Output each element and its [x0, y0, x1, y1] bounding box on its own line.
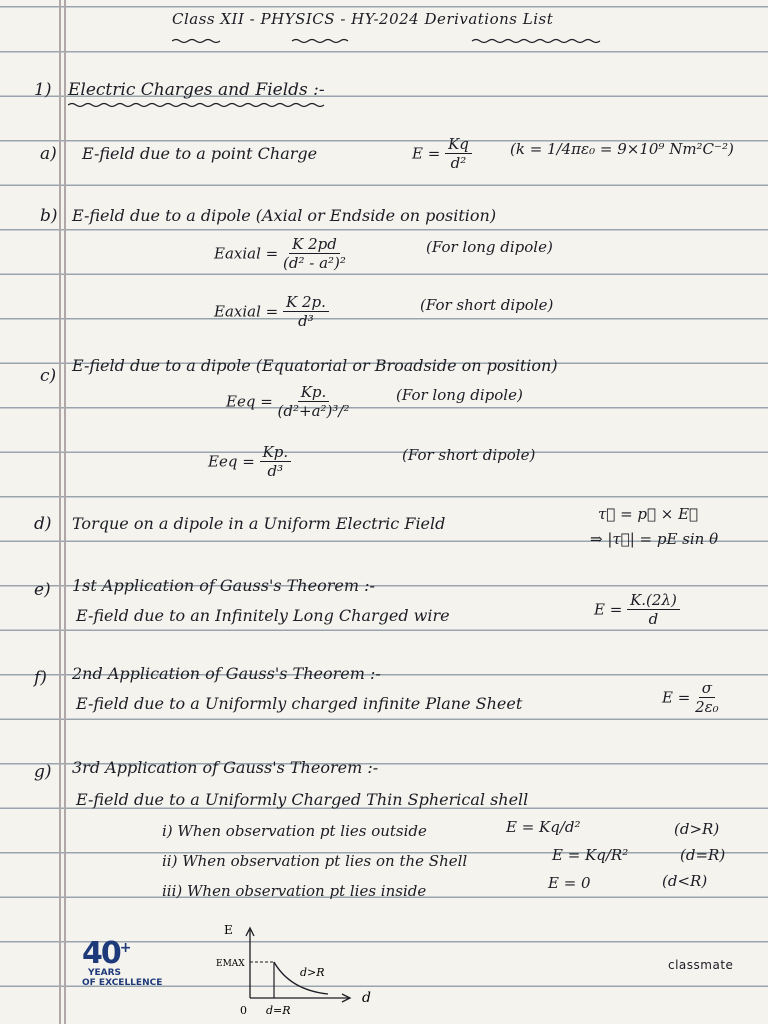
item-heading-g: 3rd Application of Gauss's Theorem :-	[72, 758, 379, 777]
item-label-e: e)	[34, 580, 51, 600]
x-label: d	[362, 990, 371, 1006]
curve-label: d>R	[300, 966, 325, 979]
section-title: Electric Charges and Fields :-	[68, 80, 325, 100]
item-text-a: E-field due to a point Charge	[82, 144, 318, 163]
formula-d2: ⇒ |τ⃗| = pE sin θ	[590, 530, 719, 548]
item-text-e: E-field due to an Infinitely Long Charged wire	[76, 606, 450, 625]
section-number: 1)	[34, 80, 52, 100]
case-text: i) When observation pt lies outside	[162, 822, 427, 840]
item-label-d: d)	[34, 514, 52, 534]
coulomb-constant: (k = 1/4πε₀ = 9×10⁹ Nm²C⁻²)	[510, 140, 734, 158]
anniversary-logo	[82, 936, 163, 988]
case-text: iii) When observation pt lies inside	[162, 882, 427, 900]
section-underline	[68, 102, 338, 108]
case-condition: (d>R)	[674, 820, 720, 838]
item-label-g: g)	[34, 762, 52, 782]
note-c2: (For short dipole)	[402, 446, 536, 464]
item-text-b: E-field due to a dipole (Axial or Endside on position)	[72, 206, 497, 225]
emax-label: EMAX	[216, 959, 245, 969]
formula-d: τ⃗ = p⃗ × E⃗	[598, 505, 699, 523]
y-label: E	[224, 923, 233, 937]
case-formula: E = Kq/R²	[552, 846, 629, 864]
formula-c2: Eeq = $\frac{Kp.}{\text{d³}}$	[208, 444, 291, 481]
item-label-c: c)	[40, 366, 57, 386]
formula-b1: Eaxial = $\frac{K 2pd}{\text{(d² - a²)²}}$	[214, 235, 346, 273]
note-c1: (For long dipole)	[396, 386, 523, 404]
formula-e: E = $\frac{K.(2\lambda)}{d}$	[594, 592, 680, 629]
case-condition: (d<R)	[662, 872, 708, 890]
x-tick-label: d=R	[266, 1004, 291, 1017]
title-underline	[172, 38, 642, 44]
item-label-f: f)	[34, 668, 47, 688]
case-formula: E = 0	[548, 874, 591, 892]
case-formula: E = Kq/d²	[506, 818, 581, 836]
page-title: Class XII - PHYSICS - HY-2024 Derivations List	[172, 10, 554, 28]
logo-tagline: OF EXCELLENCE	[82, 978, 163, 988]
item-heading-f: 2nd Application of Gauss's Theorem :-	[72, 664, 381, 683]
item-text-g: E-field due to a Uniformly Charged Thin Spherical shell	[76, 790, 529, 809]
item-text-c: E-field due to a dipole (Equatorial or Broadside on position)	[72, 356, 558, 375]
case-text: ii) When observation pt lies on the Shell	[162, 852, 468, 870]
formula-f: E = $\frac{\sigma}{\text{2ε₀}}$	[662, 679, 719, 717]
formula-a: E = $\frac{Kq}{\text{d²}}$	[412, 136, 472, 173]
origin-label: 0	[240, 1004, 247, 1017]
formula-c1: Eeq = $\frac{Kp.}{\text{(d²+a²)³/²}}$	[226, 383, 350, 421]
logo-years: YEARS	[88, 968, 122, 978]
note-b1: (For long dipole)	[426, 238, 553, 256]
field-graph	[210, 920, 390, 1020]
item-heading-e: 1st Application of Gauss's Theorem :-	[72, 576, 375, 595]
item-label-b: b)	[40, 206, 58, 226]
formula-b2: Eaxial = $\frac{K 2p.}{\text{d³}}$	[214, 294, 329, 331]
margin-line	[64, 0, 66, 1024]
logo-plus: +	[119, 940, 132, 956]
margin-line	[59, 0, 61, 1024]
case-condition: (d=R)	[680, 846, 726, 864]
note-b2: (For short dipole)	[420, 296, 554, 314]
brand-mark: classmate	[668, 958, 734, 972]
logo-number: 40	[82, 936, 120, 971]
item-label-a: a)	[40, 144, 57, 164]
item-text-f: E-field due to a Uniformly charged infinite Plane Sheet	[76, 694, 523, 713]
item-text-d: Torque on a dipole in a Uniform Electric Field	[72, 514, 446, 533]
